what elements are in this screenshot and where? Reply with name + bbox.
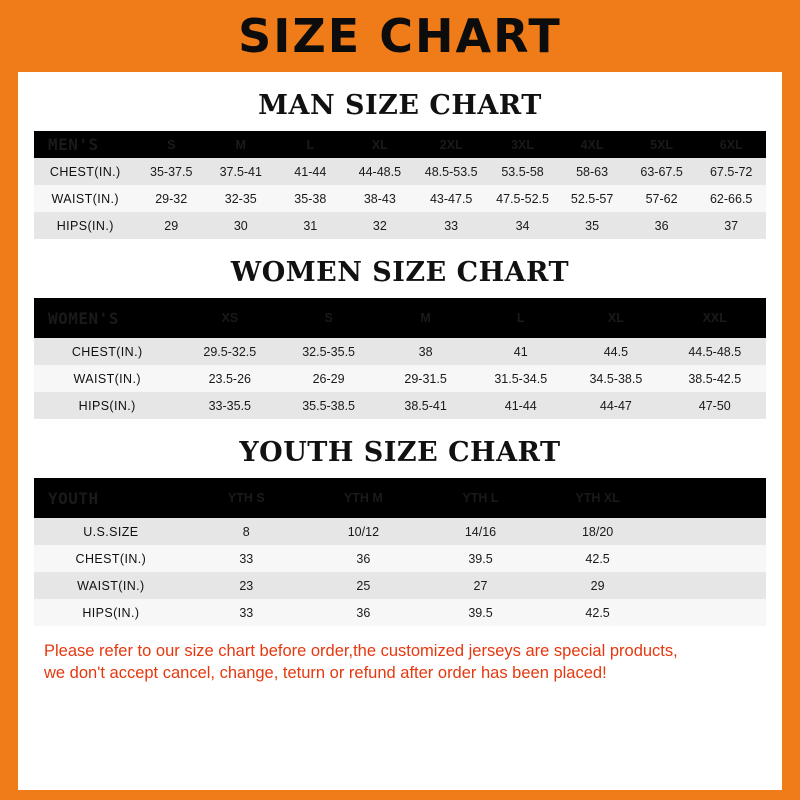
men-cell-1-0: 29-32 — [136, 185, 206, 212]
youth-cell-3-0: 33 — [188, 599, 305, 626]
youth-cell-3-4 — [656, 599, 766, 626]
women-cell-0-3: 41 — [473, 338, 568, 365]
men-header-5: 2XL — [415, 131, 488, 158]
men-header-8: 5XL — [627, 131, 697, 158]
section-title-man: MAN SIZE CHART — [258, 90, 542, 121]
youth-cell-2-0: 23 — [188, 572, 305, 599]
women-cell-2-4: 44-47 — [568, 392, 663, 419]
men-cell-1-5: 47.5-52.5 — [488, 185, 558, 212]
women-row-2-label: HIPS(IN.) — [34, 392, 180, 419]
table-row — [34, 392, 766, 419]
men-header-0: MEN'S — [34, 131, 136, 158]
women-cell-1-2: 29-31.5 — [378, 365, 473, 392]
women-header-0: WOMEN'S — [34, 298, 180, 338]
banner — [0, 0, 800, 72]
youth-row-3-label: HIPS(IN.) — [34, 599, 188, 626]
table-row — [34, 545, 766, 572]
youth-cell-1-0: 33 — [188, 545, 305, 572]
men-cell-2-8: 37 — [696, 212, 766, 239]
women-header-1: XS — [180, 298, 279, 338]
page-title: SIZE CHART — [238, 9, 562, 63]
women-cell-2-2: 38.5-41 — [378, 392, 473, 419]
women-cell-1-5: 38.5-42.5 — [663, 365, 766, 392]
women-cell-2-0: 33-35.5 — [180, 392, 279, 419]
table-header-row — [34, 131, 766, 158]
youth-header-0: YOUTH — [34, 478, 188, 518]
men-header-7: 4XL — [557, 131, 627, 158]
women-header-6: XXL — [663, 298, 766, 338]
table-row — [34, 185, 766, 212]
women-header-4: L — [473, 298, 568, 338]
youth-cell-3-1: 36 — [305, 599, 422, 626]
men-cell-1-4: 43-47.5 — [415, 185, 488, 212]
men-cell-0-5: 53.5-58 — [488, 158, 558, 185]
men-cell-2-7: 36 — [627, 212, 697, 239]
women-header-2: S — [279, 298, 378, 338]
men-cell-1-8: 62-66.5 — [696, 185, 766, 212]
men-row-2-label: HIPS(IN.) — [34, 212, 136, 239]
content — [18, 90, 782, 685]
men-header-3: L — [276, 131, 346, 158]
youth-header-2: YTH M — [305, 478, 422, 518]
men-header-1: S — [136, 131, 206, 158]
women-row-0-label: CHEST(IN.) — [34, 338, 180, 365]
youth-row-1-label: CHEST(IN.) — [34, 545, 188, 572]
youth-cell-3-3: 42.5 — [539, 599, 656, 626]
men-cell-2-6: 35 — [557, 212, 627, 239]
youth-cell-2-4 — [656, 572, 766, 599]
men-cell-2-5: 34 — [488, 212, 558, 239]
men-cell-2-1: 30 — [206, 212, 276, 239]
youth-cell-3-2: 39.5 — [422, 599, 539, 626]
women-size-table — [34, 298, 766, 419]
men-header-2: M — [206, 131, 276, 158]
women-header-5: XL — [568, 298, 663, 338]
section-title-youth: YOUTH SIZE CHART — [239, 437, 561, 468]
section-title-women: WOMEN SIZE CHART — [230, 257, 570, 288]
women-cell-2-5: 47-50 — [663, 392, 766, 419]
table-row — [34, 338, 766, 365]
women-cell-1-1: 26-29 — [279, 365, 378, 392]
men-cell-1-2: 35-38 — [276, 185, 346, 212]
men-cell-0-3: 44-48.5 — [345, 158, 415, 185]
bottom-accent-strip — [0, 790, 800, 800]
women-cell-1-3: 31.5-34.5 — [473, 365, 568, 392]
men-cell-2-0: 29 — [136, 212, 206, 239]
women-cell-0-4: 44.5 — [568, 338, 663, 365]
men-cell-2-4: 33 — [415, 212, 488, 239]
youth-cell-2-3: 29 — [539, 572, 656, 599]
men-header-9: 6XL — [696, 131, 766, 158]
men-row-1-label: WAIST(IN.) — [34, 185, 136, 212]
youth-cell-0-2: 14/16 — [422, 518, 539, 545]
men-cell-0-8: 67.5-72 — [696, 158, 766, 185]
women-cell-0-0: 29.5-32.5 — [180, 338, 279, 365]
youth-cell-0-4 — [656, 518, 766, 545]
men-cell-0-2: 41-44 — [276, 158, 346, 185]
table-row — [34, 599, 766, 626]
table-row — [34, 365, 766, 392]
youth-header-5 — [656, 478, 766, 518]
youth-size-table — [34, 478, 766, 626]
men-row-0-label: CHEST(IN.) — [34, 158, 136, 185]
youth-cell-0-3: 18/20 — [539, 518, 656, 545]
women-cell-1-0: 23.5-26 — [180, 365, 279, 392]
men-cell-0-7: 63-67.5 — [627, 158, 697, 185]
youth-header-1: YTH S — [188, 478, 305, 518]
table-header-row — [34, 478, 766, 518]
women-row-1-label: WAIST(IN.) — [34, 365, 180, 392]
women-cell-1-4: 34.5-38.5 — [568, 365, 663, 392]
youth-cell-1-1: 36 — [305, 545, 422, 572]
men-cell-2-3: 32 — [345, 212, 415, 239]
disclaimer-line-2: we don't accept cancel, change, teturn or refund after order has been placed! — [44, 664, 607, 683]
youth-cell-1-3: 42.5 — [539, 545, 656, 572]
youth-cell-2-2: 27 — [422, 572, 539, 599]
youth-cell-0-1: 10/12 — [305, 518, 422, 545]
women-cell-0-5: 44.5-48.5 — [663, 338, 766, 365]
men-cell-1-3: 38-43 — [345, 185, 415, 212]
men-size-table — [34, 131, 766, 239]
table-row — [34, 158, 766, 185]
men-cell-1-7: 57-62 — [627, 185, 697, 212]
youth-cell-0-0: 8 — [188, 518, 305, 545]
men-cell-1-1: 32-35 — [206, 185, 276, 212]
table-row — [34, 212, 766, 239]
men-cell-0-1: 37.5-41 — [206, 158, 276, 185]
women-cell-0-2: 38 — [378, 338, 473, 365]
disclaimer-line-1: Please refer to our size chart before order,the customized jerseys are special products, — [44, 642, 678, 660]
youth-row-0-label: U.S.SIZE — [34, 518, 188, 545]
youth-row-2-label: WAIST(IN.) — [34, 572, 188, 599]
table-row — [34, 572, 766, 599]
men-cell-0-4: 48.5-53.5 — [415, 158, 488, 185]
men-cell-2-2: 31 — [276, 212, 346, 239]
men-cell-1-6: 52.5-57 — [557, 185, 627, 212]
disclaimer-note — [44, 640, 756, 685]
women-header-3: M — [378, 298, 473, 338]
youth-cell-2-1: 25 — [305, 572, 422, 599]
women-cell-0-1: 32.5-35.5 — [279, 338, 378, 365]
youth-header-3: YTH L — [422, 478, 539, 518]
men-header-4: XL — [345, 131, 415, 158]
women-cell-2-1: 35.5-38.5 — [279, 392, 378, 419]
table-header-row — [34, 298, 766, 338]
men-cell-0-0: 35-37.5 — [136, 158, 206, 185]
table-row — [34, 518, 766, 545]
men-header-6: 3XL — [488, 131, 558, 158]
men-cell-0-6: 58-63 — [557, 158, 627, 185]
youth-header-4: YTH XL — [539, 478, 656, 518]
youth-cell-1-2: 39.5 — [422, 545, 539, 572]
youth-cell-1-4 — [656, 545, 766, 572]
women-cell-2-3: 41-44 — [473, 392, 568, 419]
